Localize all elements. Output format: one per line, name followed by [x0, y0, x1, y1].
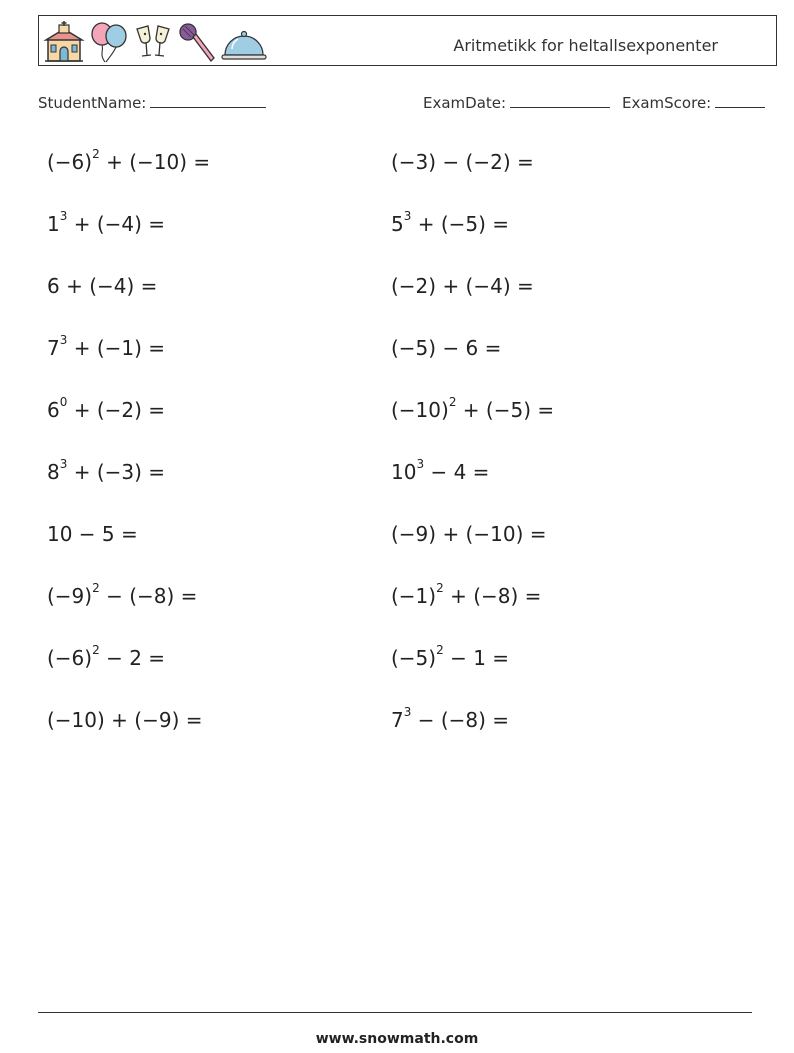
problem-base: (−10)	[391, 398, 449, 422]
problem-10	[391, 395, 555, 422]
problem-12	[391, 457, 490, 484]
problem-exponent: 2	[448, 395, 457, 410]
problem-rest: + (−8) =	[443, 584, 542, 608]
footer-divider	[38, 1012, 752, 1013]
exam-date-label: ExamDate:	[423, 94, 507, 112]
problem-9	[47, 395, 166, 422]
problem-8	[391, 336, 501, 360]
problem-rest: + (−3) =	[67, 460, 166, 484]
problem-base: 10 − 5 =	[47, 522, 138, 546]
problem-2	[391, 150, 534, 174]
problem-rest: − (−8) =	[99, 584, 198, 608]
problem-13	[47, 522, 138, 546]
exam-score-blank[interactable]	[715, 93, 765, 108]
church-icon	[43, 21, 85, 63]
problem-rest: + (−5) =	[411, 212, 510, 236]
problem-exponent: 2	[436, 643, 444, 658]
problem-14	[391, 522, 547, 546]
problem-base: (−9)	[47, 584, 93, 608]
header-icons	[43, 21, 267, 63]
problem-18	[391, 643, 510, 670]
problem-base: (−6)	[47, 150, 93, 174]
problem-exponent: 3	[403, 209, 412, 224]
problem-exponent: 2	[92, 147, 100, 162]
problem-exponent: 2	[92, 643, 100, 658]
problem-base: (−6)	[47, 646, 93, 670]
food-cloche-icon	[221, 21, 267, 63]
problem-rest: + (−5) =	[456, 398, 555, 422]
balloons-icon	[89, 21, 129, 63]
problem-rest: − 4 =	[424, 460, 490, 484]
problem-20	[391, 705, 510, 732]
problem-base: 6	[47, 398, 60, 422]
problem-rest: + (−1) =	[67, 336, 166, 360]
problem-exponent: 3	[416, 457, 425, 472]
exam-date-blank[interactable]	[510, 93, 610, 108]
worksheet-title: Aritmetikk for heltallsexponenter	[453, 36, 718, 55]
student-name-field[interactable]	[38, 93, 266, 112]
problem-exponent: 2	[92, 581, 100, 596]
exam-date-field[interactable]	[423, 93, 610, 112]
problem-11	[47, 457, 166, 484]
problem-base: 7	[47, 336, 60, 360]
problem-exponent: 2	[436, 581, 444, 596]
problem-17	[47, 643, 166, 670]
problem-rest: + (−2) =	[67, 398, 166, 422]
problem-base: (−2) + (−4) =	[391, 274, 534, 298]
problem-base: 10	[391, 460, 417, 484]
problem-exponent: 3	[59, 209, 68, 224]
problem-exponent: 3	[59, 457, 68, 472]
exam-score-field[interactable]	[622, 93, 765, 112]
problem-base: 6 + (−4) =	[47, 274, 158, 298]
problem-base: (−5)	[391, 646, 437, 670]
problem-base: (−3) − (−2) =	[391, 150, 534, 174]
problem-7	[47, 333, 166, 360]
microphone-icon	[177, 21, 217, 63]
problem-base: 1	[47, 212, 60, 236]
problem-rest: − (−8) =	[411, 708, 510, 732]
problem-base: (−9) + (−10) =	[391, 522, 547, 546]
problem-base: 8	[47, 460, 60, 484]
problem-4	[391, 209, 510, 236]
exam-score-label: ExamScore:	[622, 94, 712, 112]
problem-rest: + (−4) =	[67, 212, 166, 236]
problem-exponent: 3	[403, 705, 412, 720]
problem-exponent: 0	[59, 395, 68, 410]
problem-exponent: 3	[59, 333, 68, 348]
problem-15	[47, 581, 198, 608]
worksheet-header	[38, 15, 777, 66]
problem-6	[391, 274, 534, 298]
problem-rest: − 2 =	[99, 646, 166, 670]
problem-base: 7	[391, 708, 404, 732]
problem-3	[47, 209, 166, 236]
student-name-label: StudentName:	[38, 94, 147, 112]
footer-website: www.snowmath.com	[315, 1031, 479, 1047]
problem-base: (−5) − 6 =	[391, 336, 502, 360]
problem-5	[47, 274, 157, 298]
student-name-blank[interactable]	[150, 93, 266, 108]
problem-19	[47, 708, 203, 732]
problem-rest: + (−10) =	[99, 150, 211, 174]
problem-base: 5	[391, 212, 404, 236]
problem-base: (−1)	[391, 584, 437, 608]
problem-1	[47, 147, 211, 174]
problem-base: (−10) + (−9) =	[47, 708, 203, 732]
problem-16	[391, 581, 542, 608]
champagne-glasses-icon	[133, 21, 173, 63]
problem-rest: − 1 =	[443, 646, 510, 670]
